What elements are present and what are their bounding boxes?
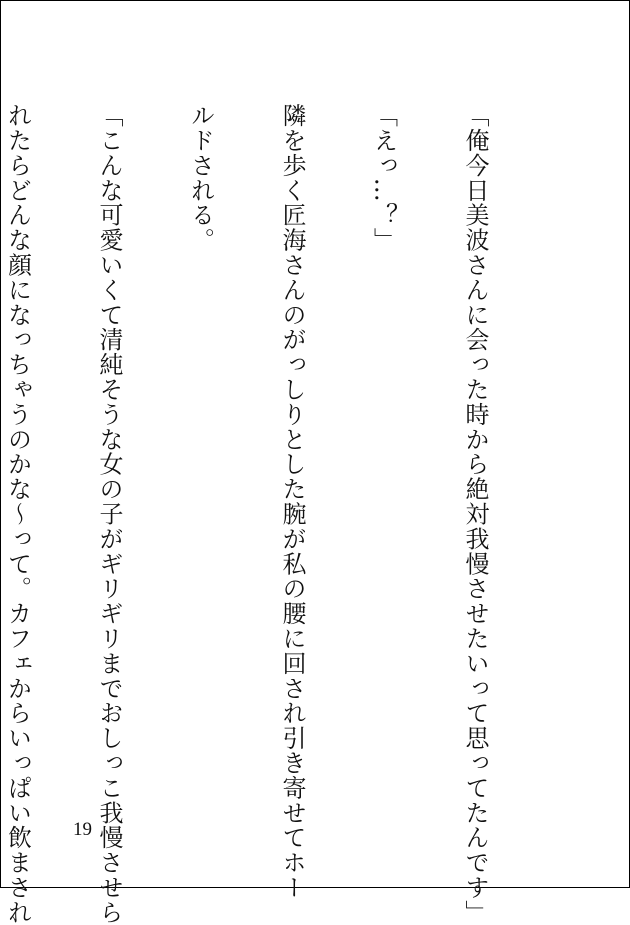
text-line: 「こんな可愛いくて清純そうな女の子がギリギリまでおしっこ我慢させら [95, 103, 123, 925]
text-line: 隣を歩く匠海さんのがっしりとした腕が私の腰に回され引き寄せてホー [278, 103, 306, 900]
text-line: 「えっ…？」 [369, 103, 398, 253]
text-line: 「俺今日美波さんに会った時から絶対我慢させたいって思ってたんです」 [461, 103, 489, 925]
text-line: れたらどんな顔になっちゃうのかな～って。カフェからいっぱい飲まされ [3, 103, 32, 925]
page-number: 19 [73, 819, 92, 840]
text-line: ルドされる。 [186, 103, 215, 253]
